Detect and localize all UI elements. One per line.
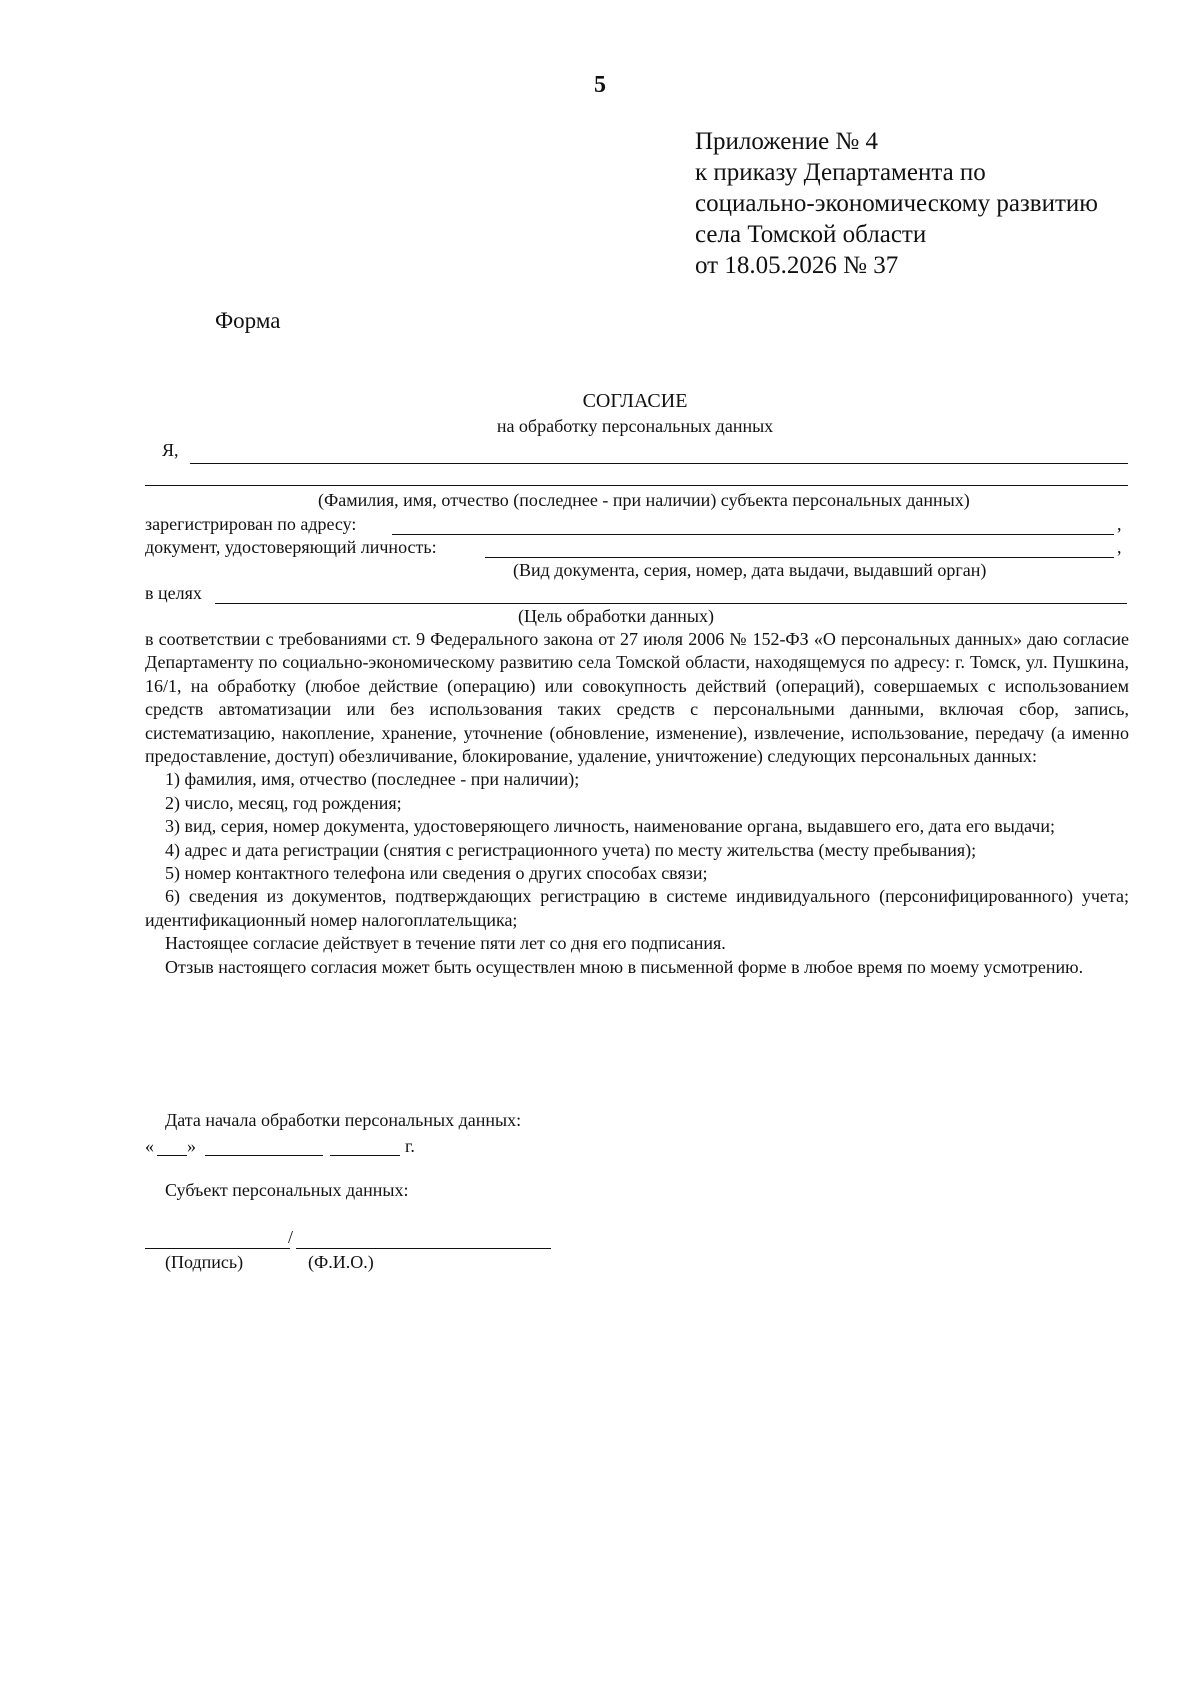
purpose-hint: (Цель обработки данных) xyxy=(518,606,714,626)
appendix-block xyxy=(695,126,1098,281)
signature-slash: / xyxy=(288,1227,294,1247)
revocation-text: Отзыв настоящего согласия может быть осуществлен мною в письменной форме в любое время по моему усмотрению. xyxy=(165,956,1084,977)
signature-line[interactable] xyxy=(145,1248,290,1249)
date-day-line[interactable] xyxy=(157,1155,187,1156)
purpose-line[interactable] xyxy=(215,603,1127,604)
list-item: 4) адрес и дата регистрации (снятия с регистрационного учета) по месту жительства (месту пребывания); xyxy=(165,839,977,860)
appendix-line: от 18.05.2026 № 37 xyxy=(695,252,899,279)
list-item: 2) число, месяц, год рождения; xyxy=(165,792,402,813)
fio-hint: (Фамилия, имя, отчество (последнее - при наличии) субъекта персональных данных) xyxy=(318,490,970,510)
validity-text: Настоящее согласие действует в течение пяти лет со дня его подписания. xyxy=(165,933,726,954)
consent-body xyxy=(145,628,1129,979)
date-open-quote: « xyxy=(145,1136,154,1156)
document-line[interactable] xyxy=(485,557,1114,558)
subject-fio-hint: (Ф.И.О.) xyxy=(308,1252,374,1272)
appendix-line: села Томской области xyxy=(695,221,927,248)
consent-intro: в соответствии с требованиями ст. 9 Федерального закона от 27 июля 2006 № 152-ФЗ «О персональных данных» даю согласие Департаменту по социально-экономическому развитию села Томской области, находящемуся по адресу: г. Томск, ул. Пушкина, 16/1, на обработку (любое действие (операцию) или совокупность действий (операций), совершаемых с использованием средств автоматизации или без использования таких средств с персональными данными, включая сбор, запись, систематизацию, накопление, хранение, уточнение (обновление, изменение), извлечение, использование, передачу (а именно предоставление, доступ) обезличивание, блокирование, удаление, уничтожение) следующих персональных данных: xyxy=(145,629,1129,767)
appendix-line: к приказу Департамента по xyxy=(695,159,986,186)
i-label: Я, xyxy=(162,440,179,460)
address-line[interactable] xyxy=(392,534,1114,535)
appendix-line: Приложение № 4 xyxy=(695,128,879,155)
subject-fio-line[interactable] xyxy=(296,1248,551,1249)
document-hint: (Вид документа, серия, номер, дата выдачи, выдавший орган) xyxy=(513,560,987,580)
appendix-line: социально-экономическому развитию xyxy=(695,190,1098,217)
date-year-line[interactable] xyxy=(330,1155,400,1156)
address-comma: , xyxy=(1117,514,1122,534)
document-comma: , xyxy=(1117,537,1122,557)
subject-label: Субъект персональных данных: xyxy=(165,1180,409,1200)
purpose-label: в целях xyxy=(145,583,202,603)
document-label: документ, удостоверяющий личность: xyxy=(145,537,437,557)
date-month-line[interactable] xyxy=(205,1155,323,1156)
signature-hint: (Подпись) xyxy=(165,1252,244,1272)
date-close-quote: » xyxy=(187,1136,196,1156)
address-label: зарегистрирован по адресу: xyxy=(145,514,357,534)
document-title: СОГЛАСИЕ xyxy=(582,390,688,412)
document-subtitle: на обработку персональных данных xyxy=(496,416,774,436)
list-item: 1) фамилия, имя, отчество (последнее - при наличии); xyxy=(165,769,580,790)
form-label: Форма xyxy=(215,308,281,333)
list-item: 5) номер контактного телефона или сведения о других способах связи; xyxy=(165,863,708,884)
date-year-suffix: г. xyxy=(405,1136,415,1156)
fio-line-1[interactable] xyxy=(190,463,1128,464)
fio-line-2[interactable] xyxy=(145,485,1128,486)
list-item: 6) сведения из документов, подтверждающих регистрацию в системе индивидуального (персонифицированного) учета; идентификационный номер налогоплательщика; xyxy=(145,886,1129,930)
date-start-label: Дата начала обработки персональных данных: xyxy=(165,1110,522,1130)
page-number: 5 xyxy=(594,72,606,98)
list-item: 3) вид, серия, номер документа, удостоверяющего личность, наименование органа, выдавшего его, дата его выдачи; xyxy=(165,816,1055,837)
